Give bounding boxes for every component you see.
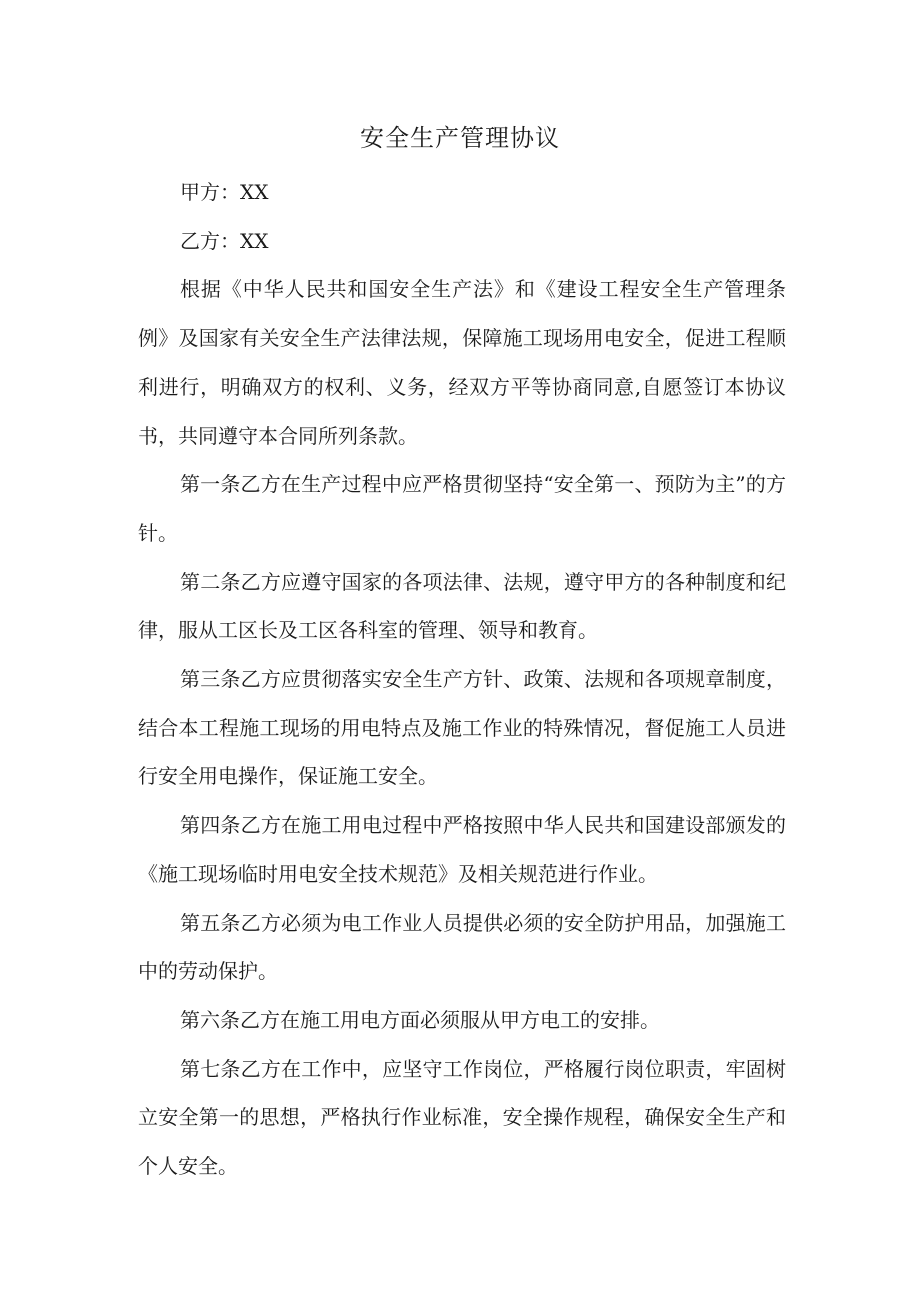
article-2-paragraph: 第二条乙方应遵守国家的各项法律、法规，遵守甲方的各种制度和纪律，服从工区长及工区各科室的管理、领导和教育。 [138, 569, 786, 643]
article-4-paragraph: 第四条乙方在施工用电过程中严格按照中华人民共和国建设部颁发的《施工现场临时用电安全技术规范》及相关规范进行作业。 [138, 813, 786, 886]
article-1-paragraph: 第一条乙方在生产过程中应严格贯彻坚持“安全第一、预防为主”的方针。 [138, 472, 786, 545]
article-7-paragraph: 第七条乙方在工作中，应坚守工作岗位，严格履行岗位职责，牢固树立安全第一的思想，严格执行作业标准，安全操作规程，确保安全生产和个人安全。 [138, 1056, 786, 1179]
article-5-paragraph: 第五条乙方必须为电工作业人员提供必须的安全防护用品，加强施工中的劳动保护。 [138, 910, 786, 984]
preamble-paragraph: 根据《中华人民共和国安全生产法》和《建设工程安全生产管理条例》及国家有关安全生产法律法规，保障施工现场用电安全，促进工程顺利进行，明确双方的权利、义务，经双方平等协商同意,自愿签订本协议书，共同遵守本合同所列条款。 [138, 277, 786, 448]
party-b-line: 乙方：XX [180, 228, 269, 253]
document-title: 安全生产管理协议 [360, 124, 560, 152]
article-6-paragraph: 第六条乙方在施工用电方面必须服从甲方电工的安排。 [180, 1007, 660, 1032]
document-body [138, 168, 786, 1191]
party-a-line: 甲方：XX [180, 180, 269, 204]
article-3-paragraph: 第三条乙方应贯彻落实安全生产方针、政策、法规和各项规章制度，结合本工程施工现场的用电特点及施工作业的特殊情况，督促施工人员进行安全用电操作，保证施工安全。 [138, 667, 786, 789]
